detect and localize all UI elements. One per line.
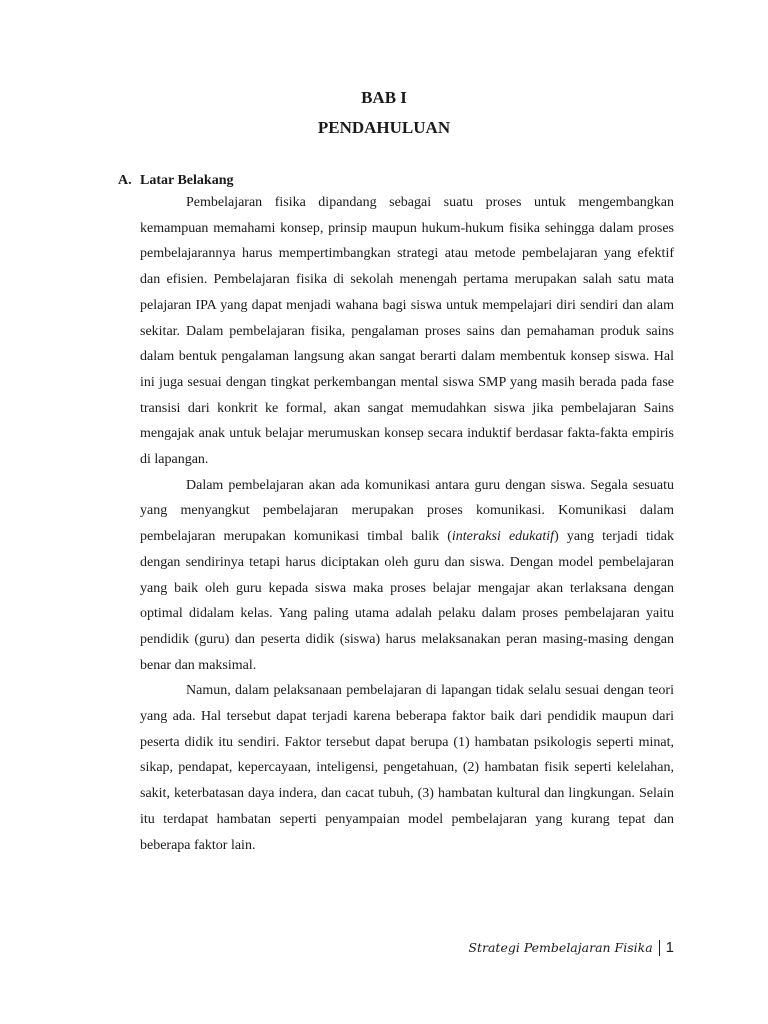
- paragraph-2-before: Dalam pembelajaran akan ada komunikasi antara guru dengan siswa. Segala sesuatu yang menyangkut pembelajaran merupakan proses komunikasi. Komunikasi dalam pembelajaran merupakan komunikasi timbal balik (: [140, 477, 674, 545]
- paragraph-2-italic-term: interaksi edukatif: [451, 529, 555, 545]
- chapter-number: BAB I: [361, 88, 407, 107]
- paragraph-2-after: ) yang terjadi tidak dengan sendirinya tetapi harus diciptakan oleh guru dan siswa. Dengan model pembelajaran yang baik oleh guru kepada siswa maka proses belajar mengajar akan terlaksana dengan optimal didalam kelas. Yang paling utama adalah pelaku dalam proses pembelajaran yaitu pendidik (guru) dan peserta didik (siswa) harus melaksanakan peran masing-masing dengan benar dan maksimal.: [140, 529, 674, 673]
- paragraph-3: Namun, dalam pelaksanaan pembelajaran di lapangan tidak selalu sesuai dengan teori yang ada. Hal tersebut dapat terjadi karena beberapa faktor baik dari pendidik maupun dari peserta didik itu sendiri. Faktor tersebut dapat berupa (1) hambatan psikologis seperti minat, sikap, pendapat, kepercayaan, inteligensi, pengetahuan, (2) hambatan fisik seperti kelelahan, sakit, keterbatasan daya indera, dan cacat tubuh, (3) hambatan kultural dan lingkungan. Selain itu terdapat hambatan seperti penyampaian model pembelajaran yang kurang tepat dan beberapa faktor lain.: [140, 683, 674, 853]
- footer-divider: [659, 940, 660, 956]
- body-text: [140, 190, 674, 858]
- page-footer: [468, 938, 674, 958]
- paragraph-1: Pembelajaran fisika dipandang sebagai suatu proses untuk mengembangkan kemampuan memahami konsep, prinsip maupun hukum-hukum fisika sehingga dalam proses pembelajarannya harus mempertimbangkan strategi atau metode pembelajaran yang efektif dan efisien. Pembelajaran fisika di sekolah menengah pertama merupakan salah satu mata pelajaran IPA yang dapat menjadi wahana bagi siswa untuk mempelajari diri sendiri dan alam sekitar. Dalam pembelajaran fisika, pengalaman proses sains dan pemahaman produk sains dalam bentuk pengalaman langsung akan sangat berarti dalam membentuk konsep siswa. Hal ini juga sesuai dengan tingkat perkembangan mental siswa SMP yang masih berada pada fase transisi dari konkrit ke formal, akan sangat memudahkan siswa jika pembelajaran Sains mengajak anak untuk belajar merumuskan konsep secara induktif berdasar fakta-fakta empiris di lapangan.: [140, 195, 674, 468]
- section-label: A.: [118, 173, 132, 188]
- page-number: 1: [665, 939, 674, 956]
- section-heading: [118, 172, 233, 190]
- chapter-title: PENDAHULUAN: [317, 118, 451, 137]
- section-title: Latar Belakang: [140, 173, 234, 188]
- running-title: Strategi Pembelajaran Fisika: [468, 940, 653, 955]
- paragraph-2: [140, 473, 674, 679]
